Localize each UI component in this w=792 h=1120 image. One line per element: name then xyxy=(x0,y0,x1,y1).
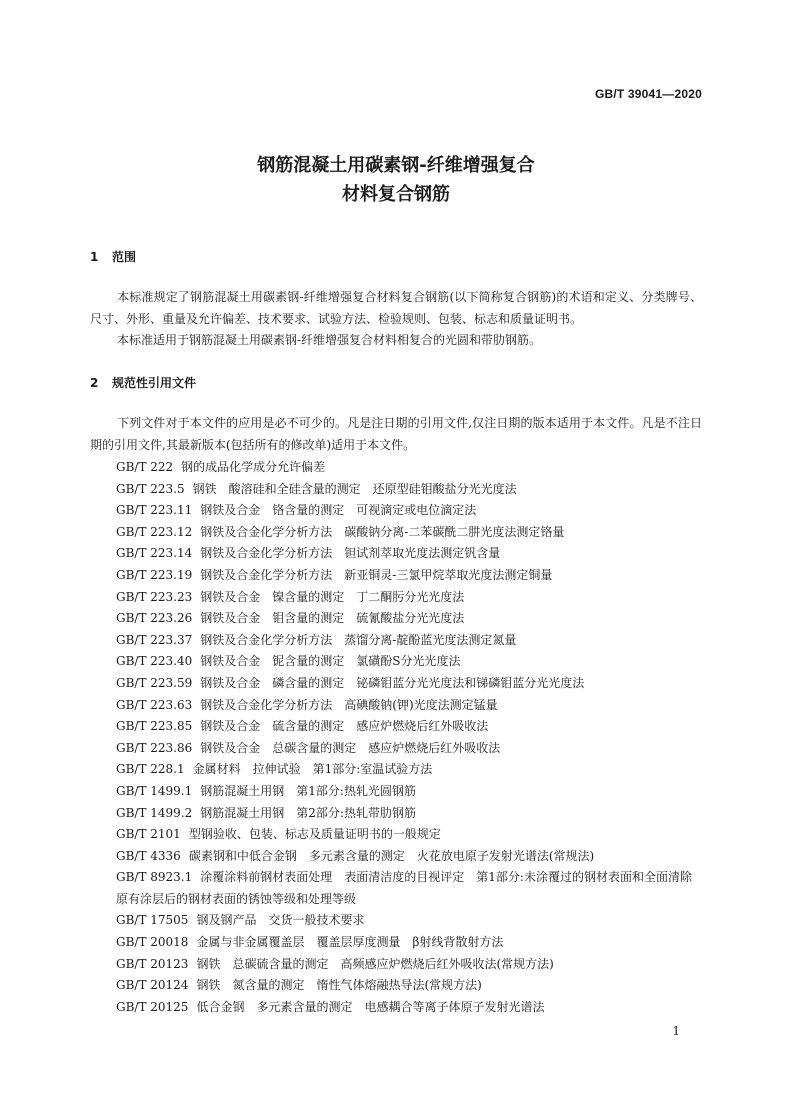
reference-title: 金属材料 拉伸试验 第1部分:室温试验方法 xyxy=(192,762,433,777)
reference-item xyxy=(90,522,702,544)
reference-title: 钢铁及合金 铬含量的测定 可视滴定或电位滴定法 xyxy=(200,503,477,518)
reference-code: GB/T 228.1 xyxy=(116,762,185,777)
reference-title: 钢铁及合金 铌含量的测定 氯磺酚S分光光度法 xyxy=(200,654,461,669)
reference-code: GB/T 1499.2 xyxy=(116,805,193,820)
normative-references-list xyxy=(90,457,702,1018)
reference-code: GB/T 20123 xyxy=(116,956,189,971)
standard-code: GB/T 39041—2020 xyxy=(594,87,702,101)
reference-title: 钢铁及合金 镍含量的测定 丁二酮肟分光光度法 xyxy=(200,589,465,604)
section-number: 2 xyxy=(90,376,99,390)
reference-item xyxy=(90,543,702,565)
reference-item xyxy=(90,867,702,910)
reference-title: 钢铁及合金 钼含量的测定 硫氰酸盐分光光度法 xyxy=(200,611,465,626)
section-title: 规范性引用文件 xyxy=(112,376,197,390)
reference-code: GB/T 223.63 xyxy=(116,697,193,712)
reference-code: GB/T 223.5 xyxy=(116,481,185,496)
reference-code: GB/T 223.86 xyxy=(116,740,193,755)
section-number: 1 xyxy=(90,250,99,264)
reference-title: 钢铁及合金化学分析方法 碳酸钠分离-二苯碳酰二肼光度法测定铬量 xyxy=(200,524,565,539)
reference-title: 型钢验收、包装、标志及质量证明书的一般规定 xyxy=(188,827,441,842)
reference-title: 钢铁及合金化学分析方法 高碘酸钠(钾)光度法测定锰量 xyxy=(200,697,498,712)
reference-code: GB/T 2101 xyxy=(116,827,181,842)
reference-title: 钢的成品化学成分允许偏差 xyxy=(181,460,326,474)
reference-title: 钢铁 酸溶硅和全硅含量的测定 还原型硅钼酸盐分光光度法 xyxy=(192,481,517,496)
reference-item xyxy=(90,738,702,760)
reference-code: GB/T 8923.1 xyxy=(116,870,193,885)
reference-item xyxy=(90,824,702,846)
section-2-paragraph-1 xyxy=(90,412,702,456)
reference-item xyxy=(90,781,702,803)
reference-code: GB/T 222 xyxy=(116,460,174,474)
reference-item xyxy=(90,651,702,673)
reference-item xyxy=(90,608,702,630)
reference-code: GB/T 223.59 xyxy=(116,675,193,690)
reference-item xyxy=(90,500,702,522)
reference-item xyxy=(90,457,702,479)
reference-item xyxy=(90,587,702,609)
reference-title: 钢铁及合金 总碳含量的测定 感应炉燃烧后红外吸收法 xyxy=(200,740,501,755)
reference-title: 钢铁及合金 磷含量的测定 铋磷钼蓝分光光度法和锑磷钼蓝分光光度法 xyxy=(200,675,585,690)
reference-code: GB/T 223.14 xyxy=(116,546,193,561)
reference-code: GB/T 1499.1 xyxy=(116,783,193,798)
reference-code: GB/T 223.11 xyxy=(116,503,193,518)
reference-code: GB/T 4336 xyxy=(116,848,181,863)
reference-code: GB/T 20125 xyxy=(116,999,189,1014)
reference-title: 钢筋混凝土用钢 第2部分:热轧带肋钢筋 xyxy=(200,805,416,820)
reference-item xyxy=(90,846,702,868)
paragraph-text: 本标准适用于钢筋混凝土用碳素钢-纤维增强复合材料相复合的光圆和带肋钢筋。 xyxy=(117,333,542,347)
reference-item xyxy=(90,673,702,695)
reference-code: GB/T 223.26 xyxy=(116,611,193,626)
reference-item xyxy=(90,954,702,976)
reference-title: 钢铁及合金化学分析方法 钽试剂萃取光度法测定钒含量 xyxy=(200,546,501,561)
reference-title: 钢及钢产品 交货一般技术要求 xyxy=(196,913,365,928)
reference-title: 钢筋混凝土用钢 第1部分:热轧光圆钢筋 xyxy=(200,783,416,798)
reference-code: GB/T 20018 xyxy=(116,935,189,950)
reference-title: 金属与非金属覆盖层 覆盖层厚度测量 β射线背散射方法 xyxy=(196,935,504,950)
reference-item xyxy=(90,910,702,932)
reference-code: GB/T 223.12 xyxy=(116,524,193,539)
reference-code: GB/T 223.19 xyxy=(116,567,193,582)
reference-title: 钢铁 总碳硫含量的测定 高频感应炉燃烧后红外吸收法(常规方法) xyxy=(196,956,554,971)
reference-title: 涂覆涂料前钢材表面处理 表面清洁度的目视评定 第1部分:未涂覆过的钢材表面和全面清除原有涂层后的钢材表面的锈蚀等级和处理等级 xyxy=(116,870,692,906)
reference-code: GB/T 20124 xyxy=(116,978,189,993)
reference-item xyxy=(90,759,702,781)
reference-title: 钢铁及合金化学分析方法 蒸馏分离-靛酚蓝光度法测定氮量 xyxy=(200,632,517,647)
reference-item xyxy=(90,975,702,997)
reference-item xyxy=(90,932,702,954)
reference-item xyxy=(90,716,702,738)
paragraph-text: 下列文件对于本文件的应用是必不可少的。凡是注日期的引用文件,仅注日期的版本适用于本文件。凡是不注日期的引用文件,其最新版本(包括所有的修改单)适用于本文件。 xyxy=(90,416,702,452)
reference-item xyxy=(90,803,702,825)
title-line-1: 钢筋混凝土用碳素钢-纤维增强复合 xyxy=(257,155,535,176)
paragraph-text: 本标准规定了钢筋混凝土用碳素钢-纤维增强复合材料复合钢筋(以下简称复合钢筋)的术语和定义、分类牌号、尺寸、外形、重量及允许偏差、技术要求、试验方法、检验规则、包装、标志和质量证明书。 xyxy=(90,290,702,326)
reference-item xyxy=(90,565,702,587)
section-1-heading xyxy=(90,248,136,265)
reference-item xyxy=(90,695,702,717)
reference-code: GB/T 223.85 xyxy=(116,719,193,734)
reference-title: 钢铁及合金 硫含量的测定 感应炉燃烧后红外吸收法 xyxy=(200,719,489,734)
reference-title: 低合金钢 多元素含量的测定 电感耦合等离子体原子发射光谱法 xyxy=(196,999,545,1014)
reference-code: GB/T 223.23 xyxy=(116,589,193,604)
page-number: 1 xyxy=(672,1024,680,1038)
reference-title: 钢铁及合金化学分析方法 新亚铜灵-三氯甲烷萃取光度法测定铜量 xyxy=(200,567,553,582)
reference-title: 碳素钢和中低合金钢 多元素含量的测定 火花放电原子发射光谱法(常规法) xyxy=(188,848,595,863)
section-2-heading xyxy=(90,374,196,391)
reference-item xyxy=(90,630,702,652)
reference-item xyxy=(90,479,702,501)
title-line-2: 材料复合钢筋 xyxy=(342,184,450,205)
reference-title: 钢铁 氮含量的测定 惰性气体熔融热导法(常规方法) xyxy=(196,978,482,993)
document-title xyxy=(0,151,792,209)
section-1-paragraph-2 xyxy=(90,329,702,351)
reference-code: GB/T 223.37 xyxy=(116,632,193,647)
reference-item xyxy=(90,997,702,1019)
section-1-paragraph-1 xyxy=(90,286,702,330)
section-title: 范围 xyxy=(112,250,137,264)
reference-code: GB/T 223.40 xyxy=(116,654,193,669)
reference-code: GB/T 17505 xyxy=(116,913,189,928)
